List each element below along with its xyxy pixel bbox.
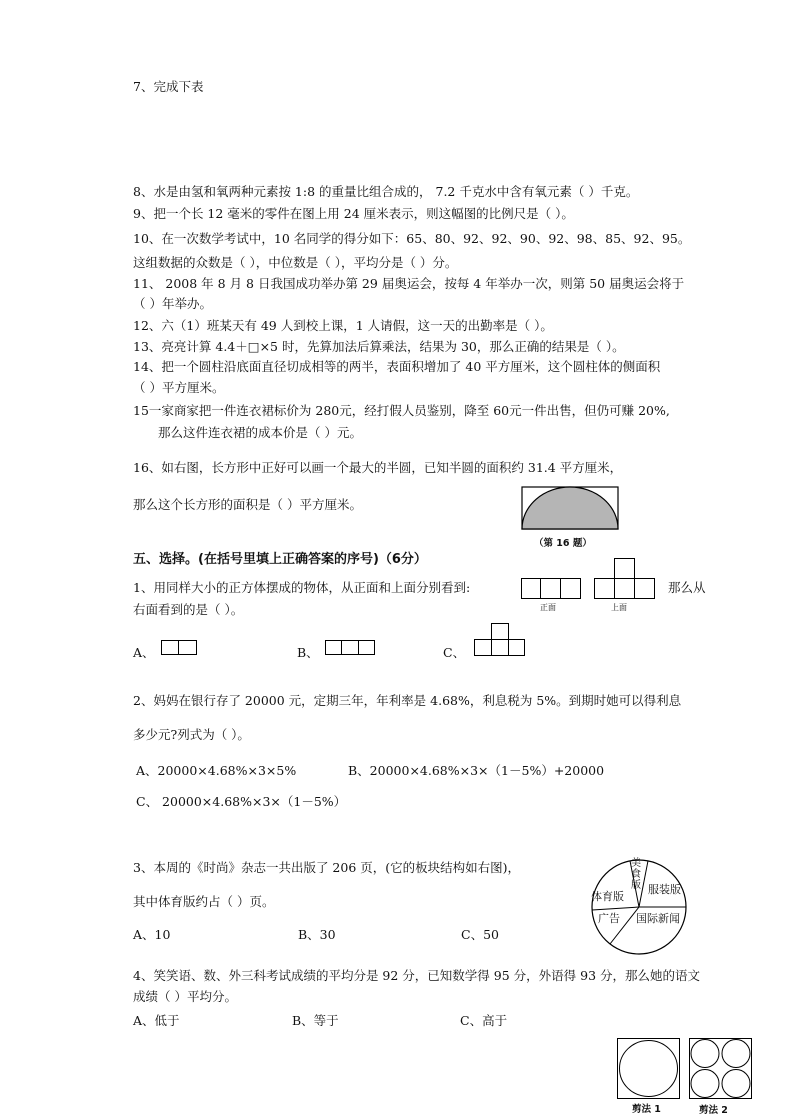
pie-label-ads: 广告 [598,912,620,925]
choice-q1-line2: 右面看到的是（ ）。 [133,602,244,617]
choice-q3-option-b: B、30 [298,927,336,942]
front-view-label: 正面 [540,603,556,612]
section-5-heading: 五、选择。(在括号里填上正确答案的序号)（6分） [133,552,427,567]
choice-q3-option-a: A、10 [133,927,171,942]
question-16-line1: 16、如右图，长方形中正好可以画一个最大的半圆，已知半圆的面积约 31.4 平方厘米， [133,460,623,475]
question-16-line2: 那么这个长方形的面积是（ ）平方厘米。 [133,497,362,512]
choice-q1-option-a: A、 [133,645,155,660]
cut-method-1-label: 剪法 1 [632,1104,661,1115]
question-11-line1: 11、 2008 年 8 月 8 日我国成功举办第 29 届奥运会，按每 4 年举办一次，则第 50 届奥运会将于 [133,276,685,291]
semicircle-figure [521,486,621,530]
choice-q1-line1: 1、用同样大小的正方体摆成的物体，从正面和上面分别看到: [133,580,471,595]
choice-q4-option-b: B、等于 [292,1013,339,1028]
cut-method-2-label: 剪法 2 [699,1105,728,1116]
question-10-line1: 10、在一次数学考试中，10 名同学的得分如下：65、80、92、92、90、92、98、85、92、95。 [133,231,691,246]
choice-q4-line1: 4、笑笑语、数、外三科考试成绩的平均分是 92 分，已知数学得 95 分，外语得 93 分，那么她的语文 [133,968,701,983]
top-view-label: 上面 [611,603,627,612]
choice-q3-line2: 其中体育版约占（ ）页。 [133,894,275,909]
figure-16-caption: （第 16 题） [534,538,592,549]
choice-q1-line1-tail: 那么从 [668,580,706,595]
question-9: 9、把一个长 12 毫米的零件在图上用 24 厘米表示，则这幅图的比例尺是（ ）。 [133,206,574,221]
choice-q1-option-b: B、 [297,645,319,660]
question-10-line2: 这组数据的众数是（ ），中位数是（ ），平均分是（ ）分。 [133,255,458,270]
question-12: 12、六（1）班某天有 49 人到校上课，1 人请假，这一天的出勤率是（ ）。 [133,318,553,333]
pie-label-food: 美食版 [631,858,641,891]
question-7: 7、完成下表 [133,79,204,94]
choice-q1-option-c: C、 [443,645,466,660]
question-14-line2: （ ）平方厘米。 [133,380,225,395]
question-13: 13、亮亮计算 4.4＋□×5 时，先算加法后算乘法，结果为 30，那么正确的结果是（ ）。 [133,339,625,354]
choice-q2-option-a: A、20000×4.68%×3×5% [136,763,297,778]
pie-label-fashion: 服装版 [648,883,681,896]
choice-q4-line2: 成绩（ ）平均分。 [133,989,237,1004]
choice-q4-option-c: C、高于 [460,1013,508,1028]
choice-q2-line1: 2、妈妈在银行存了 20000 元，定期三年，年利率是 4.68%，利息税为 5%。到期时她可以得利息 [133,693,682,708]
choice-q3-option-c: C、50 [461,927,499,942]
pie-label-sports: 体育版 [591,890,624,903]
choice-q3-line1: 3、本周的《时尚》杂志一共出版了 206 页，(它的板块结构如右图)， [133,860,521,875]
question-11-line2: （ ）年举办。 [133,296,212,311]
pie-label-news: 国际新闻 [636,912,680,925]
choice-q2-option-c: C、 20000×4.68%×3×（1－5%） [136,794,347,809]
question-15-line2: 那么这件连衣裙的成本价是（ ）元。 [158,425,362,440]
choice-q2-option-b: B、20000×4.68%×3×（1－5%）+20000 [348,763,605,778]
cut-method-1-figure [617,1038,681,1100]
cut-method-2-figure [689,1038,753,1100]
question-14-line1: 14、把一个圆柱沿底面直径切成相等的两半，表面积增加了 40 平方厘米，这个圆柱体的侧面积 [133,359,661,374]
question-8: 8、水是由氢和氧两种元素按 1:8 的重量比组合成的， 7.2 千克水中含有氧元素（ ）千克。 [133,184,639,199]
question-15-line1: 15一家商家把一件连衣裙标价为 280元，经打假人员鉴别，降至 60元一件出售，但仍可赚 20%, [133,403,670,418]
choice-q4-option-a: A、低于 [133,1013,180,1028]
choice-q2-line2: 多少元?列式为（ ）。 [133,727,250,742]
